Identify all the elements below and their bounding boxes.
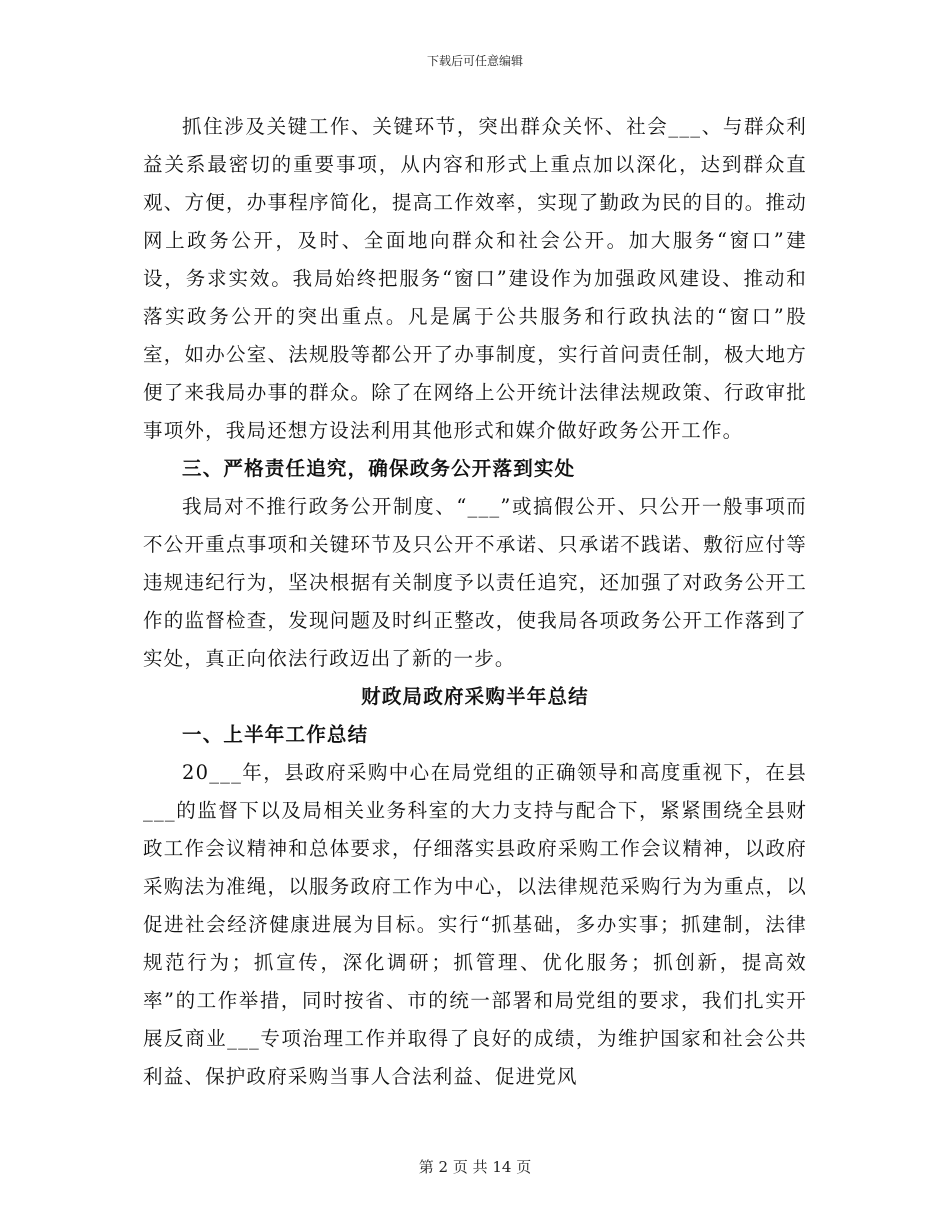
- paragraph-procurement-summary: 20___年，县政府采购中心在局党组的正确领导和高度重视下，在县___的监督下以及局相关业务科室的大力支持与配合下，紧紧围绕全县财政工作会议精神和总体要求，仔细落实县政府采购工作会议精神，以政府采购法为准绳，以服务政府工作为中心，以法律规范采购行为为重点，以促进社会经济健康进展为目标。实行“抓基础，多办实事；抓建制，法律规范行为；抓宣传，深化调研；抓管理、优化服务；抓创新，提高效率”的工作举措，同时按省、市的统一部署和局党组的要求，我们扎实开展反商业___专项治理工作并取得了良好的成绩，为维护国家和社会公共利益、保护政府采购当事人合法利益、促进党风: [143, 761, 807, 1088]
- document-body: [143, 108, 807, 1096]
- page-footer: 第 2 页 共 14 页: [418, 1158, 532, 1176]
- page-header: 下载后可任意编辑: [426, 54, 523, 68]
- document-title: 财政局政府采购半年总结: [361, 685, 589, 708]
- section-heading-half-year-summary: 一、上半年工作总结: [182, 723, 369, 746]
- paragraph-accountability: 我局对不推行政务公开制度、“___”或搞假公开、只公开一般事项而不公开重点事项和关键环节及只公开不承诺、只承诺不践诺、敷衍应付等违规违纪行为，坚决根据有关制度予以责任追究，还加强了对政务公开工作的监督检查，发现问题及时纠正整改，使我局各项政务公开工作落到了实处，真正向依法行政迈出了新的一步。: [143, 495, 807, 670]
- section-heading-accountability: 三、严格责任追究，确保政务公开落到实处: [182, 457, 576, 480]
- paragraph-window-service: 抓住涉及关键工作、关键环节，突出群众关怀、社会___、与群众利益关系最密切的重要事项，从内容和形式上重点加以深化，达到群众直观、方便，办事程序简化，提高工作效率，实现了勤政为民的目的。推动网上政务公开，及时、全面地向群众和社会公开。加大服务“窗口”建设，务求实效。我局始终把服务“窗口”建设作为加强政风建设、推动和落实政务公开的突出重点。凡是属于公共服务和行政执法的“窗口”股室，如办公室、法规股等都公开了办事制度，实行首问责任制，极大地方便了来我局办事的群众。除了在网络上公开统计法律法规政策、行政审批事项外，我局还想方设法利用其他形式和媒介做好政务公开工作。: [143, 115, 807, 442]
